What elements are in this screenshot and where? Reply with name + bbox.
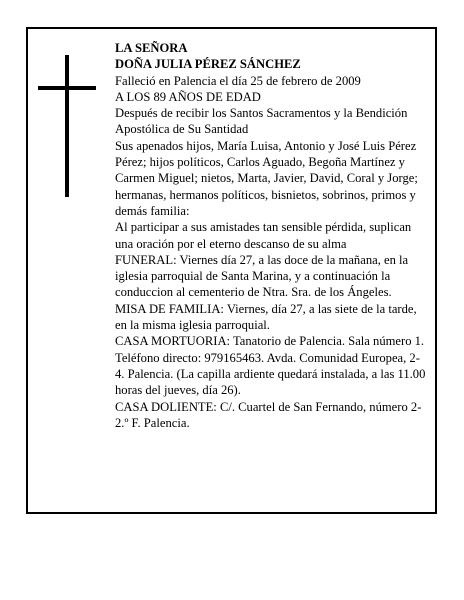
death-line: Falleció en Palencia el día 25 de febrero de 2009 (115, 73, 361, 88)
notice-title: LA SEÑORA (115, 41, 188, 55)
family-mass-paragraph: MISA DE FAMILIA: Viernes, día 27, a las siete de la tarde, en la misma iglesia parroquial. (115, 301, 417, 333)
cross-vertical-bar (65, 55, 69, 197)
obituary-text (115, 40, 427, 431)
deceased-name: DOÑA JULIA PÉREZ SÁNCHEZ (115, 57, 301, 72)
announcement-paragraph: Al participar a sus amistades tan sensible pérdida, suplican una oración por el eterno descanso de su alma (115, 220, 412, 251)
age-line: A LOS 89 AÑOS DE EDAD (115, 89, 261, 104)
latin-cross-icon (38, 55, 96, 197)
cross-horizontal-bar (38, 86, 96, 90)
mourning-house-paragraph: CASA DOLIENTE: C/. Cuartel de San Fernando, número 2-2.º F. Palencia. (115, 399, 422, 430)
family-paragraph: Sus apenados hijos, María Luisa, Antonio y José Luis Pérez Pérez; hijos políticos, Carlos Aguado, Begoña Martínez y Carmen Miguel; nietos, Marta, Javier, David, Coral y Jorge; hermanas, hermanos políticos, bisnietos, sobrinos, primos y demás familia: (115, 138, 418, 218)
mortuary-paragraph: CASA MORTUORIA: Tanatorio de Palencia. Sala número 1. Teléfono directo: 979165463. Avda. Comunidad Europea, 2-4. Palencia. (La capilla ardiente quedará instalada, a las 11.00 horas del jueves, día 26). (115, 334, 426, 398)
funeral-paragraph: FUNERAL: Viernes día 27, a las doce de la mañana, en la iglesia parroquial de Santa Marina, y a continuación la conduccion al cementerio de Ntra. Sra. de los Ángeles. (115, 252, 409, 300)
sacraments-paragraph: Después de recibir los Santos Sacramentos y la Bendición Apostólica de Su Santidad (115, 106, 408, 137)
